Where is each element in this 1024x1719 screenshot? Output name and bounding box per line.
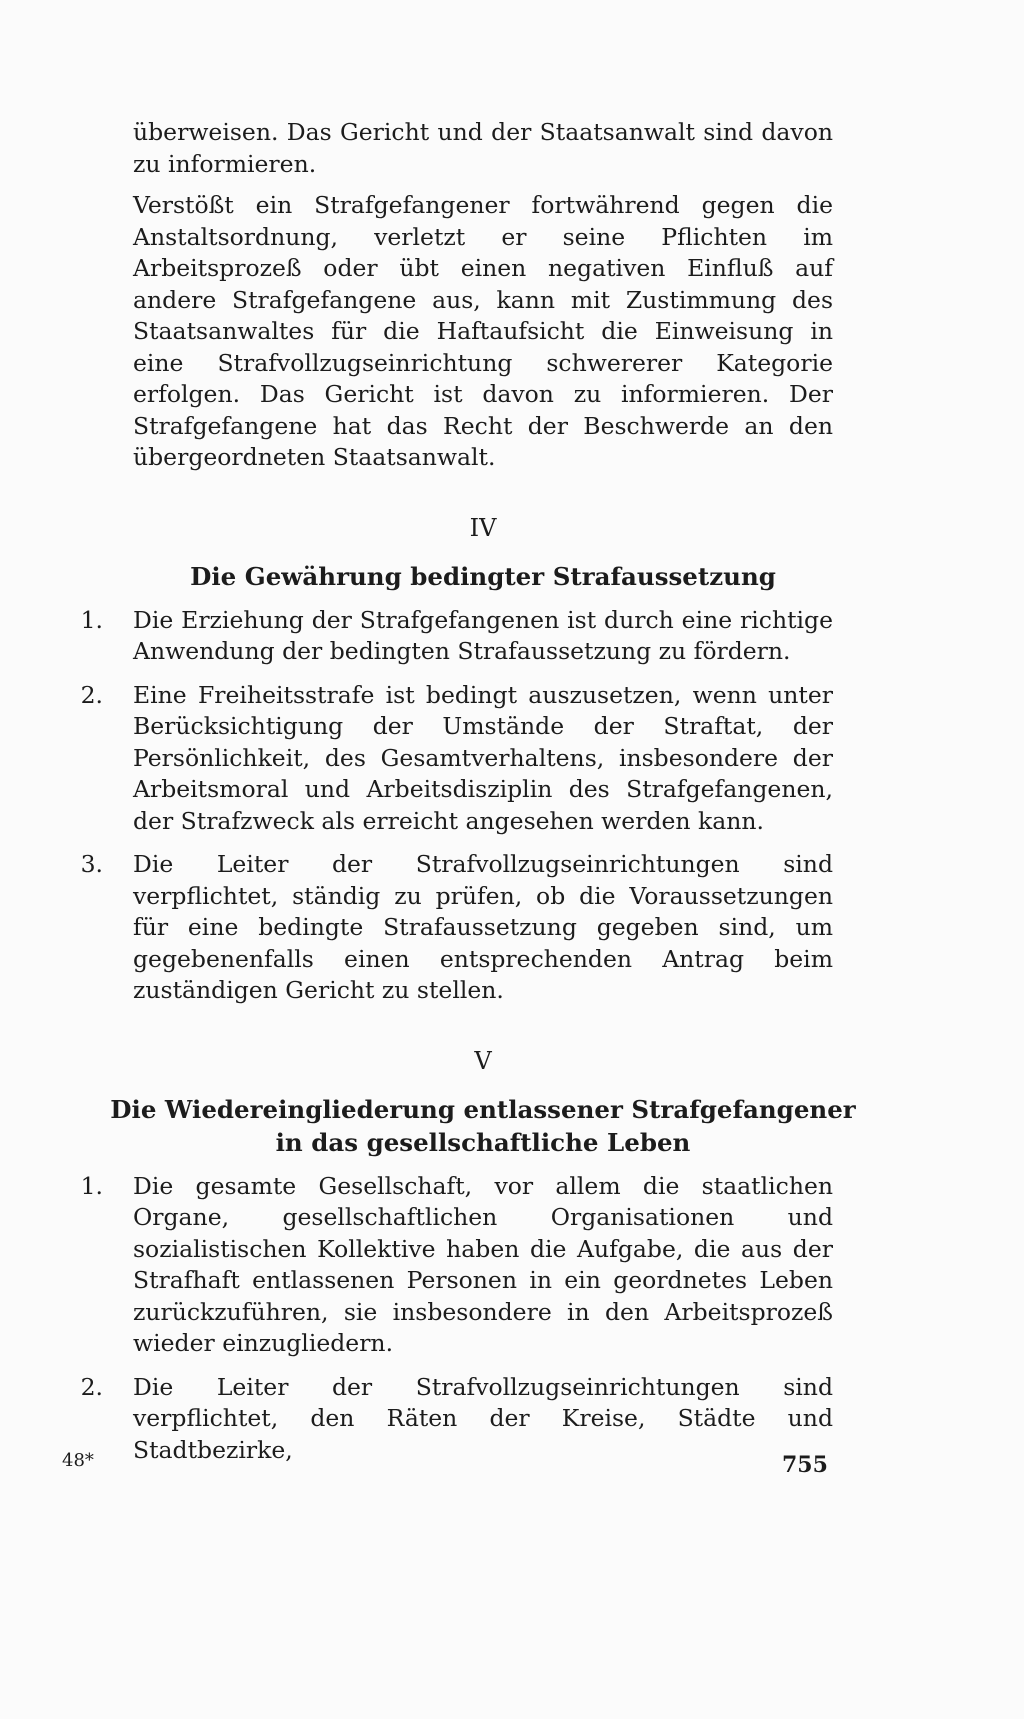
heading-line: Die Wiedereingliederung entlassener Strafgefangener [110, 1094, 856, 1124]
item-text: Die gesamte Gesellschaft, vor allem die staatlichen Organe, gesellschaftlichen Organisationen und sozialistischen Kollektive haben die Aufgabe, die aus der Strafhaft entlassenen Personen in ein geordnetes Leben zurückzuführen, sie insbesondere in den Arbeitsprozeß wieder einzugliedern. [133, 1171, 833, 1357]
paragraph: überweisen. Das Gericht und der Staatsanwalt sind davon zu informieren. [133, 118, 833, 178]
item-number: 2. [80, 680, 103, 709]
item-number: 1. [80, 1171, 103, 1200]
item-text: Die Leiter der Strafvollzugseinrichtungen sind verpflichtet, ständig zu prüfen, ob die Voraussetzungen für eine bedingte Strafaussetzung gegeben sind, um gegebenenfalls einen entsprechenden Antrag beim zuständigen Gericht zu stellen. [133, 850, 833, 1004]
page-number: 755 [782, 1452, 828, 1478]
printer-signature: 48* [62, 1450, 94, 1471]
text-column [80, 117, 856, 1478]
item-number: 3. [80, 850, 103, 878]
list-item [80, 849, 833, 1007]
section-numeral: IV [469, 513, 497, 542]
list-item [80, 1171, 833, 1360]
item-text: Eine Freiheitsstrafe ist bedingt auszusetzen, wenn unter Berücksichtigung der Umstände der Straftat, der Persönlichkeit, des Gesamtverhaltens, insbesondere der Arbeitsmoral und Arbeitsdisziplin des Strafgefangenen, der Strafzweck als erreicht angesehen werden kann. [133, 680, 833, 835]
list-item [80, 1372, 833, 1467]
list-item [80, 680, 833, 838]
list-item [80, 605, 833, 668]
section-heading: Die Gewährung bedingter Strafaussetzung [190, 561, 776, 591]
item-number: 1. [80, 605, 103, 634]
heading-line: in das gesellschaftliche Leben [275, 1127, 691, 1157]
item-text: Die Leiter der Strafvollzugseinrichtungen sind verpflichtet, den Räten der Kreise, Städte und Stadtbezirke, [133, 1372, 833, 1464]
item-number: 2. [80, 1372, 103, 1401]
section-numeral: V [474, 1046, 492, 1075]
paragraph: Verstößt ein Strafgefangener fortwährend gegen die Anstaltsordnung, verletzt er seine Pflichten im Arbeitsprozeß oder übt einen negativen Einfluß auf andere Strafgefangene aus, kann mit Zustimmung des Staatsanwaltes für die Haftaufsicht die Einweisung in eine Strafvollzugseinrichtung schwererer Kategorie erfolgen. Das Gericht ist davon zu informieren. Der Strafgefangene hat das Recht der Beschwerde an den übergeordneten Staatsanwalt. [133, 191, 833, 471]
item-text: Die Erziehung der Strafgefangenen ist durch eine richtige Anwendung der bedingten Strafaussetzung zu fördern. [133, 605, 833, 665]
section-heading [69, 1093, 897, 1159]
